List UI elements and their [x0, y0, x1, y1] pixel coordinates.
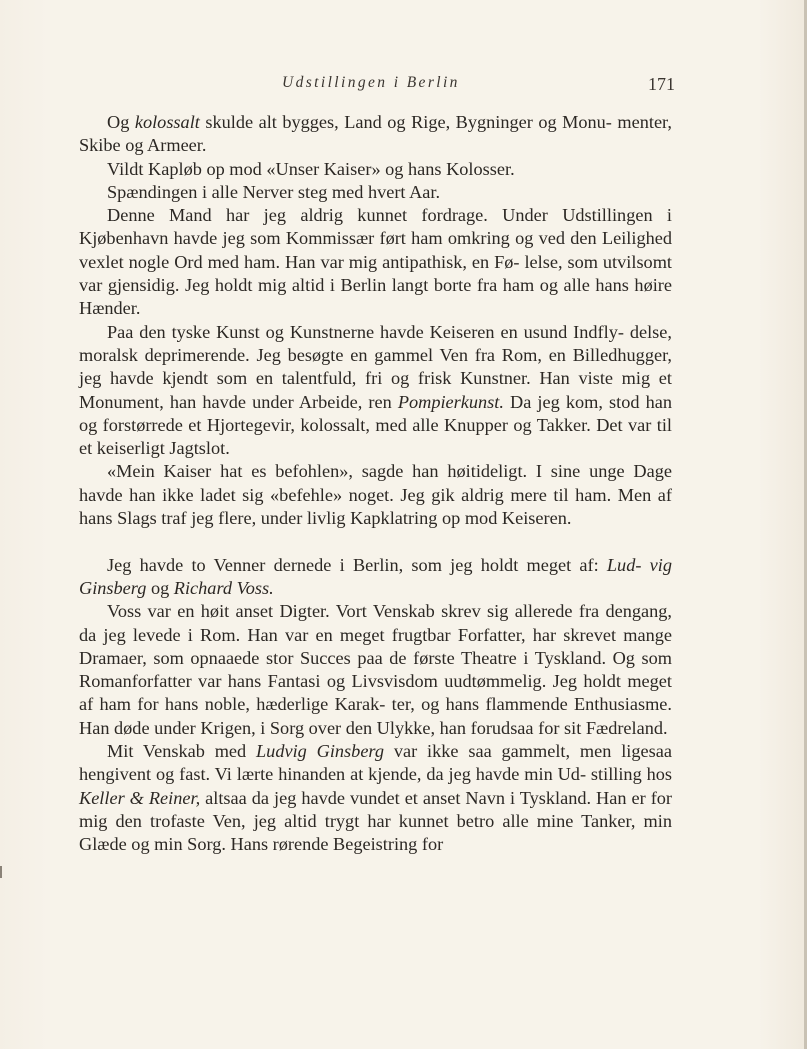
paragraph: [79, 321, 672, 461]
text-run: skulde alt bygges, Land og Rige, Bygninger og Monu- menter, Skibe og Armeer.: [79, 112, 672, 156]
italic-text: Keller & Reiner,: [79, 787, 201, 808]
paragraph: [79, 181, 672, 204]
paragraph: [79, 111, 672, 158]
italic-text: Ludvig Ginsberg: [256, 741, 385, 762]
page-header: [0, 74, 807, 98]
text-run: Vildt Kapløb op mod «Unser Kaiser» og hans Kolosser.: [107, 158, 515, 179]
text-run: Paa den tyske Kunst og Kunstnerne havde Keiseren en usund Indfly- delse, moralsk deprimerende. Jeg besøgte en gammel Ven fra Rom, en Billedhugger, jeg havde kjendt som en talentfuld, fri og frisk Kunstner. Han viste mig et Monument, han havde under Arbeide, ren: [79, 321, 672, 412]
body-text: [79, 111, 672, 857]
text-run: var ikke saa gammelt, men ligesaa hengivent og fast. Vi lærte hinanden at kjende, da jeg havde min Ud- stilling hos: [79, 741, 672, 785]
paragraph: [79, 740, 672, 856]
running-title: Udstillingen i Berlin: [282, 74, 460, 91]
text-run: Denne Mand har jeg aldrig kunnet fordrage. Under Udstillingen i Kjøbenhavn havde jeg som Kommissær ført ham omkring og ved den Leilighed vexlet nogle Ord med ham. Han var mig antipathisk, en Fø- lelse, som utvilsomt var gjensidig. Jeg holdt mig altid i Berlin langt borte fra ham og alle hans høire Hænder.: [79, 205, 672, 319]
margin-mark: [0, 866, 2, 878]
text-run: Spændingen i alle Nerver steg med hvert Aar.: [107, 181, 441, 202]
text-run: «Mein Kaiser hat es befohlen», sagde han høitideligt. I sine unge Dage havde han ikke ladet sig «befehle» noget. Jeg gik aldrig mere til ham. Men af hans Slags traf jeg flere, under livlig Kapklatring op mod Keiseren.: [79, 461, 672, 529]
paragraph: [79, 204, 672, 320]
text-run: altsaa da jeg havde vundet et anset Navn i Tyskland. Han er for mig den trofaste Ven, jeg altid trygt har kunnet betro alle mine Tanker, min Glæde og min Sorg. Hans rørende Begeistring for: [79, 787, 673, 855]
italic-text: Richard Voss.: [173, 577, 274, 598]
text-run: Jeg havde to Venner dernede i Berlin, som jeg holdt meget af:: [107, 554, 607, 575]
text-run: og: [146, 577, 174, 598]
paragraph: [79, 554, 672, 601]
italic-text: kolossalt: [134, 112, 200, 132]
page-number: 171: [648, 74, 675, 94]
text-run: Og: [107, 112, 135, 132]
text-run: Mit Venskab med: [107, 741, 257, 762]
paragraph: [79, 158, 672, 181]
italic-text: Pompierkunst.: [397, 391, 504, 412]
text-run: Voss var en høit anset Digter. Vort Venskab skrev sig allerede fra dengang, da jeg levede i Rom. Han var en meget frugtbar Forfatter, har skrevet mange Dramaer, som opnaaede stor Succes paa de første Theatre i Tyskland. Og som Romanforfatter var hans Fantasi og Livsvisdom uudtømmelig. Jeg holdt meget af ham for hans noble, hæderlige Karak- ter, og hans flammende Enthusiasme. Han døde under Krigen, i Sorg over den Ulykke, han forudsaa for sit Fædreland.: [79, 601, 672, 738]
text-run: Da jeg kom, stod han og forstørrede et Hjortegevir, kolossalt, med alle Knupper og Takker. Det var til et keiserligt Jagtslot.: [79, 391, 672, 459]
paragraph: [79, 600, 672, 740]
italic-text: Lud- vig Ginsberg: [79, 554, 672, 598]
paragraph: [79, 460, 672, 530]
